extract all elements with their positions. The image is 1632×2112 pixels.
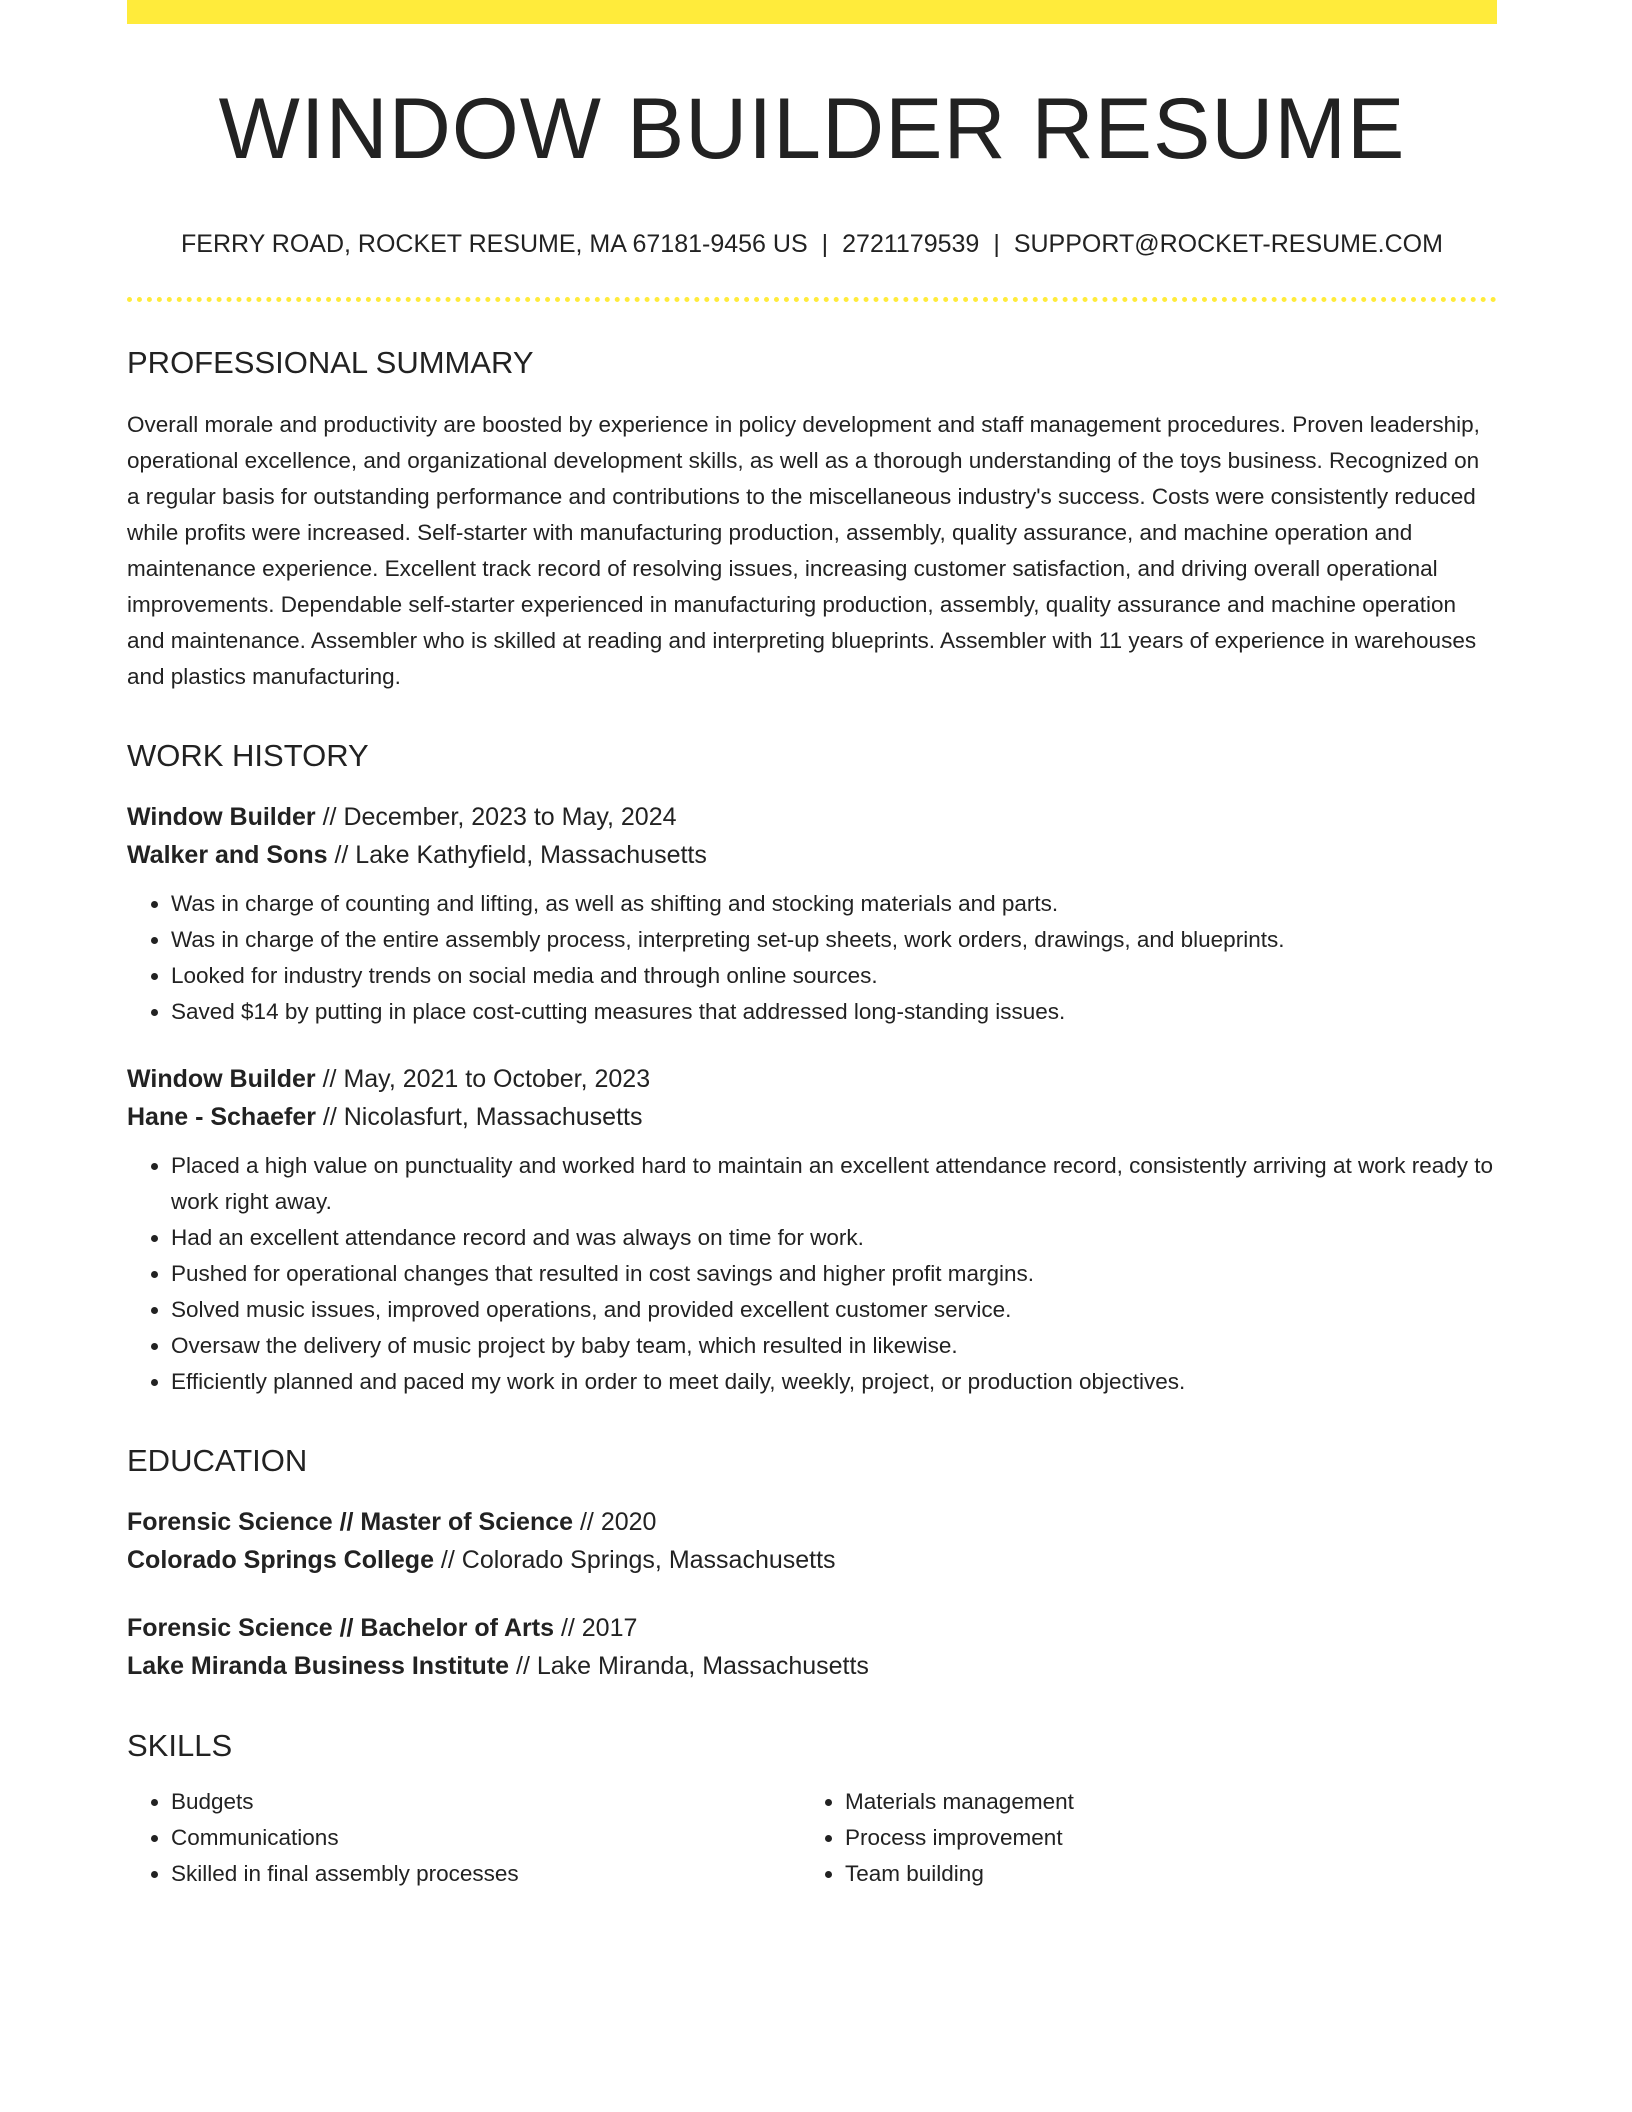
school-line <box>127 1541 1497 1579</box>
school: Colorado Springs College <box>127 1546 434 1575</box>
degree: Forensic Science // Master of Science <box>127 1508 574 1537</box>
resume-title: WINDOW BUILDER RESUME <box>218 81 1406 177</box>
job-title: Window Builder <box>127 1064 316 1093</box>
contact-address: FERRY ROAD, ROCKET RESUME, MA 67181-9456 US <box>181 229 808 258</box>
job-bullet: • Pushed for operational changes that resulted in cost savings and higher profit margins. <box>171 1256 1497 1292</box>
dotted-divider <box>127 297 1497 302</box>
job-entry <box>127 798 1497 874</box>
job-bullets <box>127 886 1497 1030</box>
job-bullet: • Looked for industry trends on social media and through online sources. <box>171 958 1497 994</box>
job-dates: // December, 2023 to May, 2024 <box>315 802 677 831</box>
degree-line <box>127 1609 1497 1647</box>
job-bullet: • Solved music issues, improved operations, and provided excellent customer service. <box>171 1292 1497 1328</box>
contact-separator: | <box>993 229 1000 258</box>
degree-line <box>127 1503 1497 1541</box>
job-dates: // May, 2021 to October, 2023 <box>315 1064 651 1093</box>
summary-heading: PROFESSIONAL SUMMARY <box>127 344 534 380</box>
school: Lake Miranda Business Institute <box>127 1652 510 1681</box>
skill-item: • Materials management <box>845 1784 1475 1820</box>
skill-item: • Team building <box>845 1856 1475 1892</box>
contact-email: SUPPORT@ROCKET-RESUME.COM <box>1013 229 1443 258</box>
contact-separator: | <box>821 229 829 258</box>
job-bullet: • Placed a high value on punctuality and worked hard to maintain an excellent attendance record, consistently arriving at work ready to work right away. <box>171 1148 1497 1220</box>
job-company: Hane - Schaefer <box>127 1102 316 1131</box>
degree: Forensic Science // Bachelor of Arts <box>127 1614 554 1643</box>
degree-year: // 2020 <box>573 1508 657 1537</box>
job-location: // Nicolasfurt, Massachusetts <box>315 1102 643 1131</box>
job-title: Window Builder <box>127 802 316 831</box>
skill-item: • Skilled in final assembly processes <box>171 1856 801 1892</box>
education-entry <box>127 1503 1497 1579</box>
skill-item: • Communications <box>171 1820 801 1856</box>
education-heading: EDUCATION <box>127 1442 308 1478</box>
job-title-line <box>127 1060 1497 1098</box>
contact-phone: 2721179539 <box>842 229 980 258</box>
accent-top-bar <box>127 0 1497 24</box>
contact-line <box>127 229 1497 259</box>
job-bullet: • Was in charge of the entire assembly process, interpreting set-up sheets, work orders, drawings, and blueprints. <box>171 922 1497 958</box>
job-bullet: • Was in charge of counting and lifting, as well as shifting and stocking materials and parts. <box>171 886 1497 922</box>
skills-heading: SKILLS <box>127 1728 233 1764</box>
skill-item: • Budgets <box>171 1784 801 1820</box>
school-line <box>127 1647 1497 1685</box>
job-location: // Lake Kathyfield, Massachusetts <box>327 840 707 869</box>
job-bullet: • Efficiently planned and paced my work in order to meet daily, weekly, project, or production objectives. <box>171 1364 1497 1400</box>
job-bullets <box>127 1148 1497 1400</box>
job-company-line <box>127 1098 1497 1136</box>
skills-list-right <box>801 1784 1475 1892</box>
school-location: // Colorado Springs, Massachusetts <box>433 1546 836 1575</box>
summary-text: Overall morale and productivity are boosted by experience in policy development and staff management procedures. Proven leadership, operational excellence, and organizational development skills, as well as a thorough understanding of the toys business. Recognized on a regular basis for outstanding performance and contributions to the miscellaneous industry's success. Costs were consistently reduced while profits were increased. Self-starter with manufacturing production, assembly, quality assurance, and machine operation and maintenance experience. Excellent track record of resolving issues, increasing customer satisfaction, and driving overall operational improvements. Dependable self-starter experienced in manufacturing production, assembly, quality assurance and machine operation and maintenance. Assembler who is skilled at reading and interpreting blueprints. Assembler with 11 years of experience in warehouses and plastics manufacturing. <box>127 411 1480 689</box>
job-company-line <box>127 836 1497 874</box>
school-location: // Lake Miranda, Massachusetts <box>509 1652 869 1681</box>
job-bullet: • Had an excellent attendance record and was always on time for work. <box>171 1220 1497 1256</box>
degree-year: // 2017 <box>554 1614 638 1643</box>
resume-page <box>127 0 1497 1892</box>
job-entry <box>127 1060 1497 1136</box>
education-entry <box>127 1609 1497 1685</box>
job-title-line <box>127 798 1497 836</box>
job-bullet: • Saved $14 by putting in place cost-cutting measures that addressed long-standing issues. <box>171 994 1497 1030</box>
skills-list-left <box>127 1784 801 1892</box>
job-bullet: • Oversaw the delivery of music project by baby team, which resulted in likewise. <box>171 1328 1497 1364</box>
job-company: Walker and Sons <box>127 840 328 869</box>
skills-columns <box>127 1784 1497 1892</box>
work-history-heading: WORK HISTORY <box>127 737 369 773</box>
skill-item: • Process improvement <box>845 1820 1475 1856</box>
